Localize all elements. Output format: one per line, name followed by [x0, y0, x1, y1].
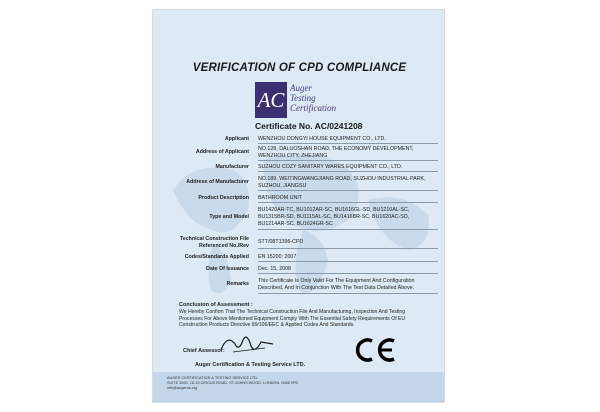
- field-label: Date Of Issuance: [206, 266, 249, 272]
- field-value-line: EN 15200: 2007: [258, 254, 297, 260]
- conclusion-line: Construction Products Directive 89/106/EEC & Applied Codes And Standards.: [179, 322, 355, 329]
- field-label: Codes/Standards Applied: [184, 254, 249, 260]
- footer-band: [153, 372, 445, 403]
- field-value: [258, 164, 441, 171]
- logo-word: Auger: [290, 83, 312, 93]
- divider: [258, 160, 438, 161]
- field-value: [258, 266, 441, 273]
- divider: [258, 248, 438, 249]
- field-label: Manufacturer: [215, 164, 249, 170]
- field-value-line: This Certificate Is Only Valid For The Equipment And Configuration: [258, 278, 415, 284]
- field-value-line: BATHROOM UNIT: [258, 195, 303, 201]
- field-value: [258, 254, 441, 261]
- logo-word: Testing: [290, 93, 316, 103]
- issuing-company: Auger Certification & Testing Service LTD.: [195, 362, 306, 368]
- ce-mark-icon: [353, 336, 398, 364]
- certificate-number: Certificate No. AC/0241208: [255, 121, 363, 131]
- field-value: [258, 176, 441, 190]
- field-value: [258, 195, 441, 202]
- logo-mark: AC: [255, 82, 287, 118]
- field-value: [258, 207, 441, 228]
- field-value-line: NO.189, WEITINGWANGJIANG ROAD, SUZHOU INDUSTRIAL PARK,: [258, 176, 426, 182]
- logo-words: [290, 83, 336, 113]
- logo-word: Certification: [290, 103, 336, 113]
- divider: [258, 293, 438, 294]
- certificate: [152, 9, 445, 403]
- field-value-line: BU1214AR-SC, BU1624GR-SC: [258, 221, 333, 227]
- field-label: Address of Applicant: [195, 149, 249, 155]
- field-label: Applicant: [224, 136, 249, 142]
- field-label: Type and Model: [209, 214, 249, 220]
- company-logo: [255, 82, 355, 120]
- divider: [258, 143, 438, 144]
- field-label: Remarks: [226, 281, 249, 287]
- field-value: [258, 239, 441, 246]
- field-value-line: SUZHOU COZY SANITARY WARES EQUIPMENT CO., LTD.: [258, 164, 403, 170]
- conclusion-line: Processes For Above Mentioned Equipment Comply With The Essential Safety Requirements Of EU: [179, 315, 406, 322]
- conclusion-title: Conclusion of Assessment :: [179, 302, 253, 308]
- divider: [258, 190, 438, 191]
- field-value-line: WENZHOU DONGYI HOUSE EQUIPMENT CO., LTD.: [258, 136, 386, 142]
- field-label: Technical Construction File Referenced No./Rev: [179, 236, 249, 249]
- chief-assessor-label: Chief Assessor:: [183, 348, 225, 354]
- field-value: [258, 146, 441, 160]
- divider: [258, 171, 438, 172]
- field-value-line: NO.128, DALUOSHAN ROAD, THE ECONOMY DEVELOPMENT,: [258, 146, 414, 152]
- divider: [258, 261, 438, 262]
- certificate-title: VERIFICATION OF CPD COMPLIANCE: [192, 62, 407, 74]
- field-value-line: STT/08T1396-CPD: [258, 239, 304, 245]
- field-value-line: BU1315BR-SD, BU1115AL-SC, BU1416BR-SC, BU1620AC-SD,: [258, 214, 410, 220]
- conclusion-line: We Hereby Confirm That The Technical Construction File And Manufacturing, Inspection And Testing: [179, 309, 406, 315]
- conclusion-text: [179, 309, 424, 329]
- field-value-line: SUZHOU, JIANGSU: [258, 183, 307, 189]
- field-label: Product Description: [198, 195, 249, 201]
- divider: [258, 202, 438, 203]
- footer-line: AUGER CERTIFICATION & TESTING SERVICE LTD.: [167, 376, 258, 380]
- field-value-line: Dec. 15, 2008: [258, 266, 291, 272]
- field-value-line: WENZHOU CITY, ZHEJIANG: [258, 153, 328, 159]
- field-value-line: Described, And In Conjunction With The Test Data Detailed Above.: [258, 285, 415, 291]
- field-value-line: BU1420AR-TC, BU1012AR-SC, BU1616GL-SD, BU1210AL-SC,: [258, 207, 410, 213]
- field-label: Address of Manufacturer: [186, 179, 249, 185]
- footer-line: SUITE 3920, 18-19 CIRCUS ROAD, ST.JOHNS WOOD, LONDON, NW8 9PD: [167, 381, 299, 385]
- field-value: [258, 278, 441, 292]
- field-value: [258, 136, 441, 143]
- footer-line: info@augeruk.org: [167, 386, 198, 390]
- divider: [258, 229, 438, 230]
- divider: [258, 273, 438, 274]
